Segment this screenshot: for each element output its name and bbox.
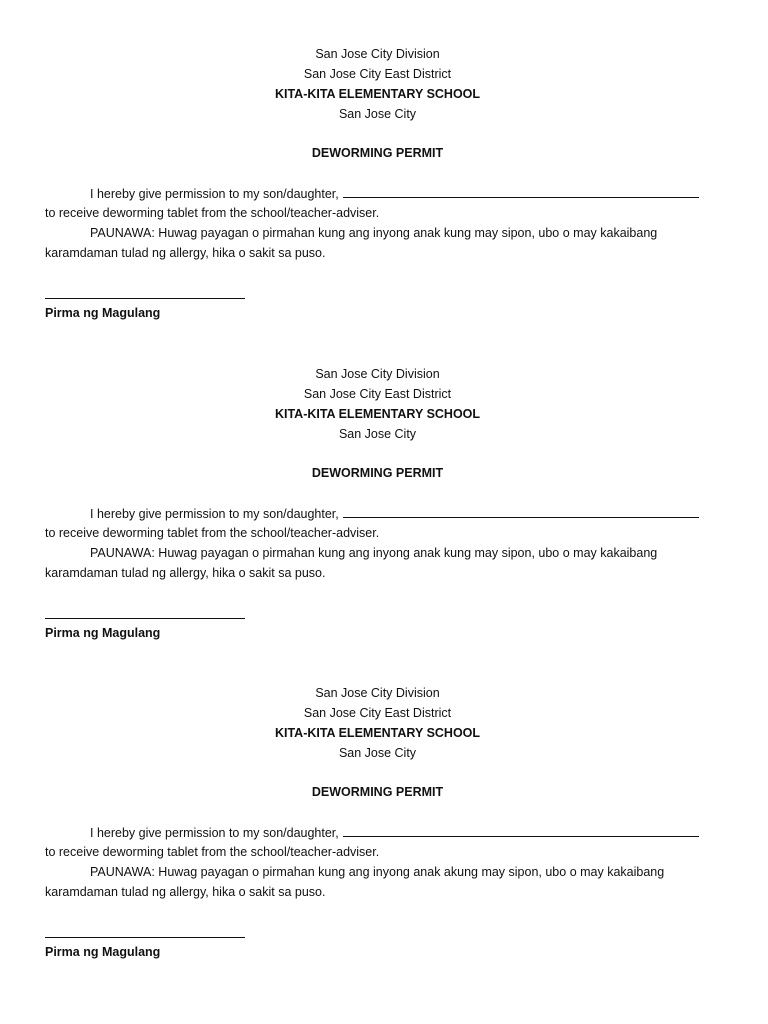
permission-sentence	[90, 185, 699, 202]
receive-sentence: to receive deworming tablet from the school/teacher-adviser.	[45, 206, 380, 220]
signature-blank[interactable]	[45, 937, 245, 938]
permit-form-1	[45, 46, 710, 326]
child-name-blank[interactable]	[343, 185, 699, 198]
permission-text: I hereby give permission to my son/daughter,	[90, 507, 339, 521]
school-name: KITA-KITA ELEMENTARY SCHOOL	[274, 87, 481, 101]
district-name: San Jose City East District	[303, 706, 452, 720]
city-name: San Jose City	[338, 107, 417, 121]
division-name: San Jose City Division	[315, 47, 440, 61]
notice-line-1: PAUNAWA: Huwag payagan o pirmahan kung ang inyong anak akung may sipon, ubo o may kakaibang	[90, 865, 665, 879]
child-name-blank[interactable]	[343, 505, 699, 518]
notice-line-2: karamdaman tulad ng allergy, hika o sakit sa puso.	[45, 885, 326, 899]
receive-sentence: to receive deworming tablet from the school/teacher-adviser.	[45, 845, 380, 859]
permission-sentence	[90, 824, 699, 841]
signature-label: Pirma ng Magulang	[45, 626, 161, 640]
permit-title: DEWORMING PERMIT	[311, 466, 444, 480]
school-name: KITA-KITA ELEMENTARY SCHOOL	[274, 407, 481, 421]
district-name: San Jose City East District	[303, 67, 452, 81]
permission-sentence	[90, 505, 699, 522]
notice-line-2: karamdaman tulad ng allergy, hika o sakit sa puso.	[45, 566, 326, 580]
permit-form-3	[45, 685, 710, 965]
district-name: San Jose City East District	[303, 387, 452, 401]
signature-blank[interactable]	[45, 618, 245, 619]
city-name: San Jose City	[338, 746, 417, 760]
signature-label: Pirma ng Magulang	[45, 945, 161, 959]
permit-title: DEWORMING PERMIT	[311, 146, 444, 160]
permit-title: DEWORMING PERMIT	[311, 785, 444, 799]
school-name: KITA-KITA ELEMENTARY SCHOOL	[274, 726, 481, 740]
signature-blank[interactable]	[45, 298, 245, 299]
division-name: San Jose City Division	[315, 686, 440, 700]
city-name: San Jose City	[338, 427, 417, 441]
permission-text: I hereby give permission to my son/daughter,	[90, 187, 339, 201]
notice-line-1: PAUNAWA: Huwag payagan o pirmahan kung ang inyong anak kung may sipon, ubo o may kakaibang	[90, 226, 658, 240]
receive-sentence: to receive deworming tablet from the school/teacher-adviser.	[45, 526, 380, 540]
permission-text: I hereby give permission to my son/daughter,	[90, 826, 339, 840]
notice-line-2: karamdaman tulad ng allergy, hika o sakit sa puso.	[45, 246, 326, 260]
permit-form-2	[45, 366, 710, 646]
signature-label: Pirma ng Magulang	[45, 306, 161, 320]
child-name-blank[interactable]	[343, 824, 699, 837]
division-name: San Jose City Division	[315, 367, 440, 381]
notice-line-1: PAUNAWA: Huwag payagan o pirmahan kung ang inyong anak kung may sipon, ubo o may kakaibang	[90, 546, 658, 560]
